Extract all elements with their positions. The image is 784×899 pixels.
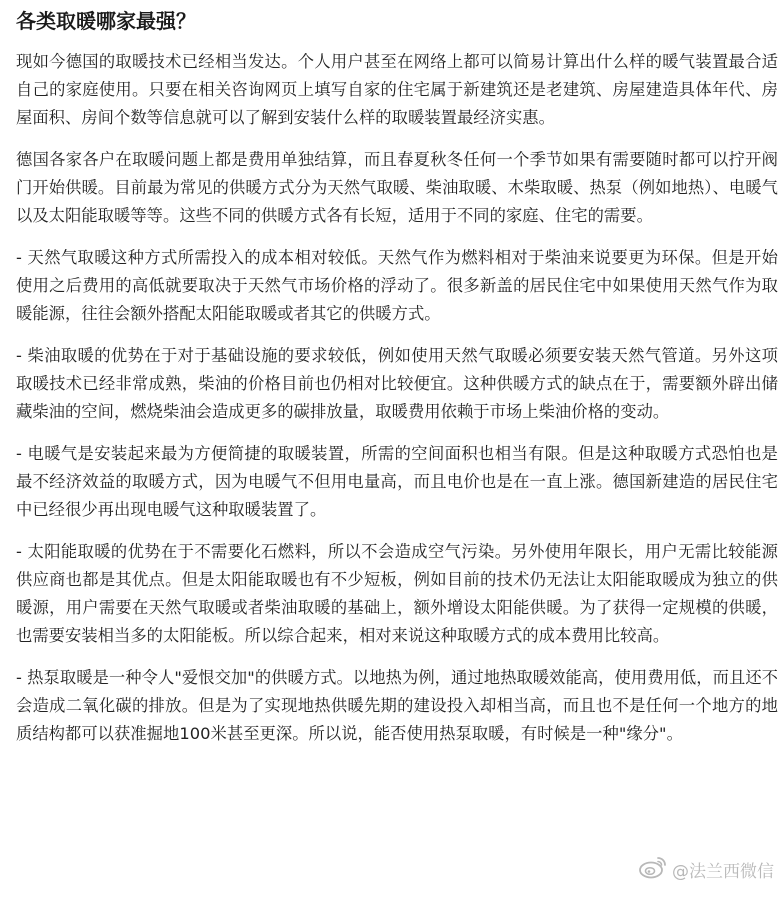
watermark — [638, 854, 774, 885]
paragraph-natural-gas: - 天然气取暖这种方式所需投入的成本相对较低。天然气作为燃料相对于柴油来说要更为环保。但是开始使用之后费用的高低就要取决于天然气市场价格的浮动了。很多新盖的居民住宅中如果使用天然气作为取暖能源，往往会额外搭配太阳能取暖或者其它的供暖方式。 — [16, 248, 778, 323]
paragraph-diesel: - 柴油取暖的优势在于对于基础设施的要求较低，例如使用天然气取暖必须要安装天然气管道。另外这项取暖技术已经非常成熟，柴油的价格目前也仍相对比较便宜。这种供暖方式的缺点在于，需要额外辟出储藏柴油的空间，燃烧柴油会造成更多的碳排放量，取暖费用依赖于市场上柴油价格的变动。 — [16, 346, 778, 421]
article-title: 各类取暖哪家最强？ — [16, 9, 196, 33]
paragraph-intro: 现如今德国的取暖技术已经相当发达。个人用户甚至在网络上都可以简易计算出什么样的暖气装置最合适自己的家庭使用。只要在相关咨询网页上填写自家的住宅属于新建筑还是老建筑、房屋建造具体年代、房屋面积、房间个数等信息就可以了解到安装什么样的取暖装置最经济实惠。 — [16, 52, 778, 127]
paragraph-overview: 德国各家各户在取暖问题上都是费用单独结算，而且春夏秋冬任何一个季节如果有需要随时都可以拧开阀门开始供暖。目前最为常见的供暖方式分为天然气取暖、柴油取暖、木柴取暖、热泵（例如地热）、电暖气以及太阳能取暖等等。这些不同的供暖方式各有长短，适用于不同的家庭、住宅的需要。 — [16, 150, 778, 225]
watermark-text: @法兰西微信 — [672, 862, 774, 882]
article — [16, 0, 778, 762]
paragraph-heat-pump: - 热泵取暖是一种令人"爱恨交加"的供暖方式。以地热为例，通过地热取暖效能高，使用费用低，而且还不会造成二氧化碳的排放。但是为了实现地热供暖先期的建设投入却相当高，而且也不是任何一个地方的地质结构都可以获准掘地100米甚至更深。所以说，能否使用热泵取暖，有时候是一种"缘分"。 — [16, 668, 778, 743]
weibo-icon — [638, 854, 668, 885]
paragraph-electric: - 电暖气是安装起来最为方便简捷的取暖装置，所需的空间面积也相当有限。但是这种取暖方式恐怕也是最不经济效益的取暖方式，因为电暖气不但用电量高，而且电价也是在一直上涨。德国新建造的居民住宅中已经很少再出现电暖气这种取暖装置了。 — [16, 444, 778, 519]
paragraph-solar: - 太阳能取暖的优势在于不需要化石燃料，所以不会造成空气污染。另外使用年限长，用户无需比较能源供应商也都是其优点。但是太阳能取暖也有不少短板，例如目前的技术仍无法让太阳能取暖成为独立的供暖源，用户需要在天然气取暖或者柴油取暖的基础上，额外增设太阳能供暖。为了获得一定规模的供暖，也需要安装相当多的太阳能板。所以综合起来，相对来说这种取暖方式的成本费用比较高。 — [16, 542, 778, 645]
